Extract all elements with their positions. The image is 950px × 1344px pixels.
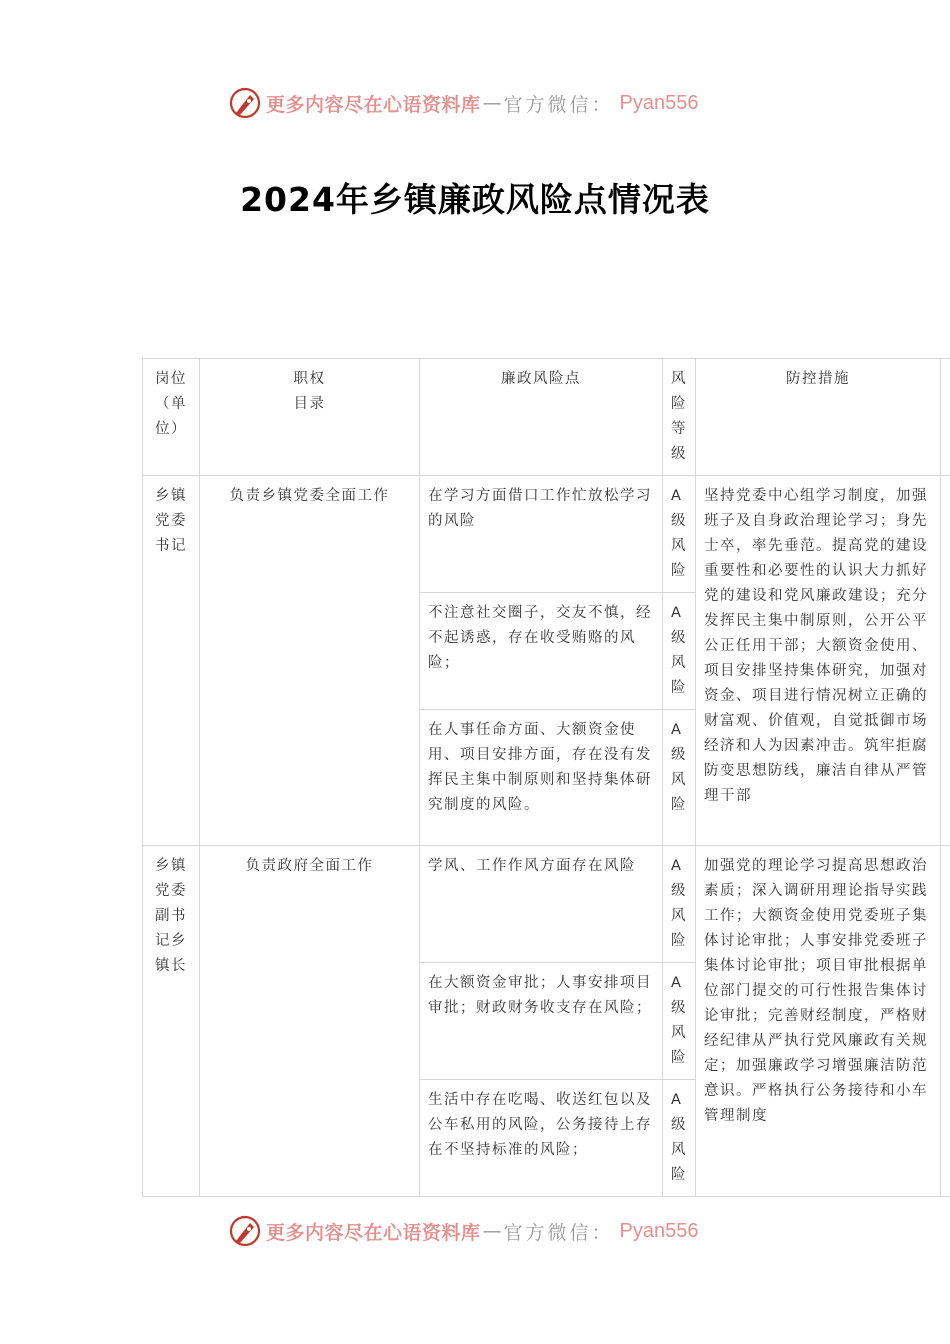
risk-point-cell: 不注意社交圈子，交友不慎，经不起诱惑，存在收受贿赂的风险； (420, 593, 663, 710)
banner-wechat-id: Pyan556 (619, 1219, 699, 1242)
header-risk-level-text: 风险等级 (671, 371, 687, 462)
banner-wechat-id: Pyan556 (619, 91, 699, 114)
banner-text: 更多内容尽在心语资料库 (266, 1221, 481, 1244)
footer-banner (228, 1214, 699, 1248)
risk-level-cell (663, 846, 696, 963)
banner-separator: — (482, 92, 502, 114)
duty-cell: 负责政府全面工作 (200, 846, 420, 1197)
risk-point-cell: 在人事任命方面、大额资金使用、项目安排方面，存在没有发挥民主集中制原则和坚持集体研究制度的风险。 (420, 710, 663, 846)
risk-level-cell (663, 1080, 696, 1197)
risk-level-cell (663, 593, 696, 710)
risk-level-text: A级风险 (671, 858, 687, 949)
duty-cell: 负责乡镇党委全面工作 (200, 476, 420, 846)
banner-wechat-label: 官方微信： (503, 93, 614, 116)
cutoff-cell (941, 476, 950, 846)
risk-level-cell (663, 476, 696, 593)
banner-text: 更多内容尽在心语资料库 (266, 93, 481, 116)
banner-separator: — (482, 1220, 502, 1242)
measures-cell: 坚持党委中心组学习制度，加强班子及自身政治理论学习；身先士卒，率先垂范。提高党的建设重要性和必要性的认识大力抓好党的建设和党风廉政建设；充分发挥民主集中制原则，公开公平公正任用干部；大额资金使用、项目安排坚持集体研究，加强对资金、项目进行情况树立正确的财富观、价值观，自觉抵御市场经济和人为因素冲击。筑牢拒腐防变思想防线，廉洁自律从严管理干部 (696, 476, 941, 846)
banner-wechat-label: 官方微信： (503, 1221, 614, 1244)
header-cutoff-column (941, 359, 950, 476)
table-row (143, 476, 950, 593)
risk-level-text: A级风险 (671, 1092, 687, 1183)
post-cell: 乡镇党委书记 (143, 476, 200, 846)
header-duty-line2: 目录 (293, 396, 326, 412)
risk-point-cell: 在学习方面借口工作忙放松学习的风险 (420, 476, 663, 593)
risk-level-text: A级风险 (671, 975, 687, 1066)
risk-level-text: A级风险 (671, 488, 687, 579)
header-risk-point: 廉政风险点 (420, 359, 663, 476)
table-header-row (143, 359, 950, 476)
risk-level-cell (663, 963, 696, 1080)
risk-point-cell: 在大额资金审批；人事安排项目审批；财政财务收支存在风险； (420, 963, 663, 1080)
pen-nib-logo-icon (228, 86, 262, 120)
header-measures: 防控措施 (696, 359, 941, 476)
header-banner (228, 86, 699, 120)
post-cell: 乡镇党委副书记乡镇长 (143, 846, 200, 1197)
header-risk-level (663, 359, 696, 476)
risk-level-text: A级风险 (671, 722, 687, 813)
page-title: 2024年乡镇廉政风险点情况表 (240, 180, 710, 219)
table-row (143, 846, 950, 963)
cutoff-cell (941, 846, 950, 1197)
risk-level-cell (663, 710, 696, 846)
header-post: 岗位（单位） (143, 359, 200, 476)
risk-point-cell: 学风、工作作风方面存在风险 (420, 846, 663, 963)
header-duty-line1: 职权 (293, 371, 326, 387)
measures-cell: 加强党的理论学习提高思想政治素质；深入调研用理论指导实践工作；大额资金使用党委班子集体讨论审批；人事安排党委班子集体讨论审批；项目审批根据单位部门提交的可行性报告集体讨论审批；完善财经制度，严格财经纪律从严执行党风廉政有关规定；加强廉政学习增强廉洁防范意识。严格执行公务接待和小车管理制度 (696, 846, 941, 1197)
risk-level-text: A级风险 (671, 605, 687, 696)
risk-point-cell: 生活中存在吃喝、收送红包以及公车私用的风险，公务接待上存在不坚持标准的风险； (420, 1080, 663, 1197)
header-duty (200, 359, 420, 476)
risk-table (142, 358, 950, 1197)
pen-nib-logo-icon (228, 1214, 262, 1248)
